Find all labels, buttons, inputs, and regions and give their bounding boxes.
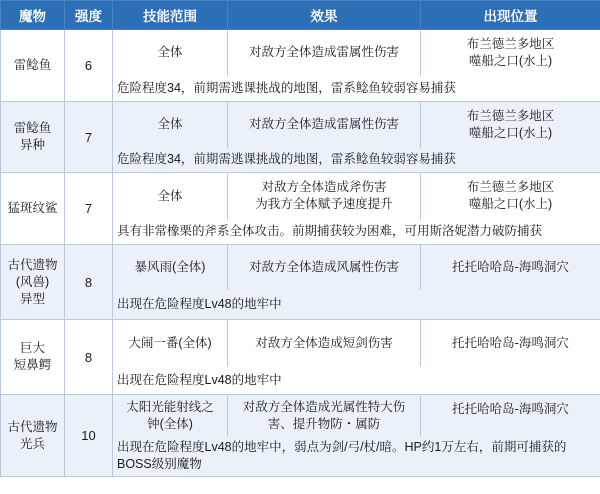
skill-effect: 对敌方全体造成短剑伤害 xyxy=(228,320,421,367)
monster-note: 出现在危险程度Lv48的地牢中 xyxy=(113,367,600,395)
skill-effect: 对敌方全体造成斧伤害 为我方全体赋予速度提升 xyxy=(228,173,421,220)
location: 托托哈哈岛-海鸣洞穴 xyxy=(421,245,600,290)
location: 布兰德兰多地区 噬船之口(水上) xyxy=(421,173,600,220)
location: 布兰德兰多地区 噬船之口(水上) xyxy=(421,102,600,148)
monster-level: 10 xyxy=(65,395,113,477)
header-skill-range: 技能范围 xyxy=(113,1,228,30)
skill-range: 全体 xyxy=(113,102,228,148)
header-level: 强度 xyxy=(65,1,113,30)
monster-level: 8 xyxy=(65,320,113,395)
skill-effect: 对敌方全体造成雷属性伤害 xyxy=(228,102,421,148)
monster-level: 8 xyxy=(65,245,113,320)
skill-effect: 对敌方全体造成光属性特大伤 害、提升物防・属防 xyxy=(228,395,421,437)
monster-name: 古代遗物 (风兽) 异型 xyxy=(1,245,65,320)
header-monster: 魔物 xyxy=(1,1,65,30)
location: 布兰德兰多地区 噬船之口(水上) xyxy=(421,30,600,76)
table-row xyxy=(1,30,600,76)
table-row xyxy=(1,320,600,367)
table-row xyxy=(1,102,600,148)
skill-range: 暴风雨(全体) xyxy=(113,245,228,290)
table-row xyxy=(1,395,600,437)
monster-name: 古代遗物 光兵 xyxy=(1,395,65,477)
skill-range: 全体 xyxy=(113,30,228,76)
monster-note: 危险程度34，前期需逃课挑战的地图，雷系鲶鱼较弱容易捕获 xyxy=(113,76,600,102)
monster-name: 雷鲶鱼 xyxy=(1,30,65,102)
skill-range: 大闹一番(全体) xyxy=(113,320,228,367)
location: 托托哈哈岛-海鸣洞穴 xyxy=(421,395,600,437)
header-location: 出现位置 xyxy=(421,1,600,30)
monster-note: 具有非常橡栗的斧系全体攻击。前期捕获较为困难，可用斯洛妮潜力破防捕获 xyxy=(113,220,600,245)
table-row xyxy=(1,173,600,220)
monster-level: 7 xyxy=(65,173,113,245)
monster-level: 6 xyxy=(65,30,113,102)
skill-range: 太阳光能射线之 钟(全体) xyxy=(113,395,228,437)
monster-name: 巨大 短鼻鳄 xyxy=(1,320,65,395)
monster-note: 出现在危险程度Lv48的地牢中 xyxy=(113,290,600,320)
header-effect: 效果 xyxy=(228,1,421,30)
monster-note: 出现在危险程度Lv48的地牢中，弱点为剑/弓/杖/暗。HP约1万左右，前期可捕获的BOSS级别魔物 xyxy=(113,437,600,477)
skill-effect: 对敌方全体造成风属性伤害 xyxy=(228,245,421,290)
monster-name: 猛斑纹鲨 xyxy=(1,173,65,245)
header-row xyxy=(1,1,600,30)
monster-name: 雷鲶鱼 异种 xyxy=(1,102,65,173)
skill-range: 全体 xyxy=(113,173,228,220)
table-row xyxy=(1,245,600,290)
monster-level: 7 xyxy=(65,102,113,173)
location: 托托哈哈岛-海鸣洞穴 xyxy=(421,320,600,367)
monster-note: 危险程度34，前期需逃课挑战的地图，雷系鲶鱼较弱容易捕获 xyxy=(113,148,600,173)
skill-effect: 对敌方全体造成雷属性伤害 xyxy=(228,30,421,76)
